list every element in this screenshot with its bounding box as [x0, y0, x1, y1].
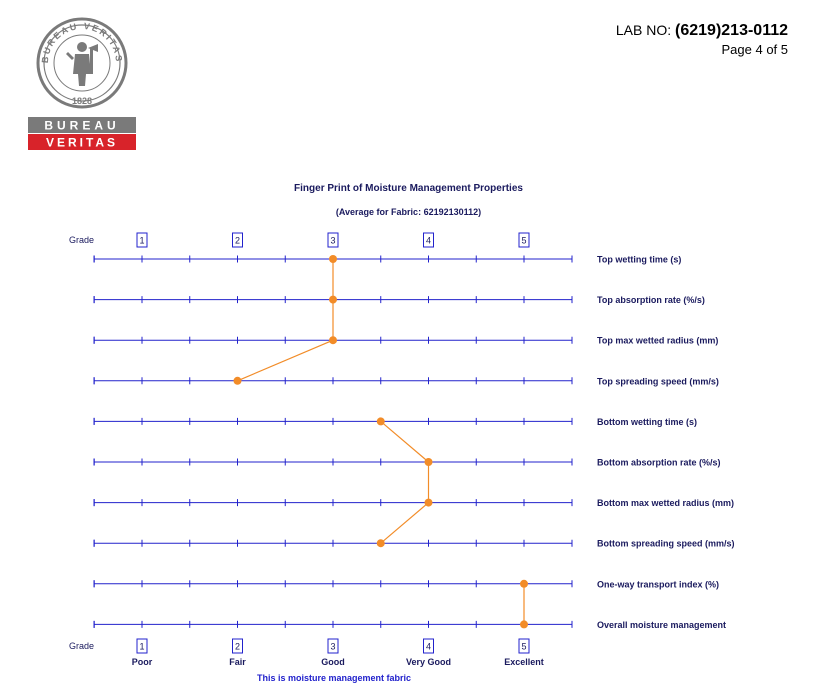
connector-line	[381, 503, 429, 544]
data-point	[329, 336, 337, 344]
data-point	[520, 620, 528, 628]
grade-label-bottom: Grade	[69, 641, 95, 651]
row-label: One-way transport index (%)	[597, 579, 720, 590]
grade-number-top-2: 2	[234, 235, 241, 246]
data-point	[234, 377, 242, 385]
grade-number-top-1: 1	[139, 235, 145, 246]
data-point	[377, 417, 385, 425]
grade-number-bottom-1: 1	[139, 641, 145, 652]
row-label: Overall moisture management	[597, 619, 727, 630]
logo-word-bottom: VERITAS	[45, 135, 119, 150]
row-label: Top spreading speed (mm/s)	[597, 376, 719, 387]
grade-number-top-3: 3	[330, 235, 336, 246]
grade-word-1: Poor	[131, 657, 153, 667]
grade-word-3: Good	[321, 657, 345, 667]
row-label: Top absorption rate (%/s)	[597, 295, 705, 306]
data-point	[520, 580, 528, 588]
connector-line	[238, 340, 334, 381]
page-number: Page 4 of 5	[721, 42, 788, 57]
data-point	[329, 255, 337, 263]
grade-number-bottom-4: 4	[425, 641, 432, 652]
chart-title: Finger Print of Moisture Management Properties	[294, 183, 523, 194]
grade-word-5: Excellent	[504, 657, 544, 667]
grade-word-2: Fair	[229, 657, 246, 667]
row-label: Top max wetted radius (mm)	[597, 335, 719, 346]
grade-number-bottom-2: 2	[234, 641, 241, 652]
logo-year: 1828	[71, 96, 93, 106]
data-point	[329, 296, 337, 304]
lab-number-label: LAB NO:	[615, 22, 672, 38]
grade-number-bottom-5: 5	[521, 641, 527, 652]
data-point	[425, 499, 433, 507]
chart-subtitle: (Average for Fabric: 62192130112)	[335, 207, 482, 217]
grade-label-top: Grade	[69, 235, 95, 245]
row-label: Bottom wetting time (s)	[597, 416, 697, 427]
row-label: Bottom absorption rate (%/s)	[597, 457, 721, 468]
grade-number-bottom-3: 3	[330, 641, 336, 652]
row-label: Bottom max wetted radius (mm)	[597, 498, 735, 509]
row-label: Bottom spreading speed (mm/s)	[597, 538, 735, 549]
data-point	[425, 458, 433, 466]
data-point	[377, 539, 385, 547]
grade-number-top-5: 5	[521, 235, 527, 246]
row-label: Top wetting time (s)	[597, 254, 682, 265]
connector-line	[381, 421, 429, 462]
logo-word-top: BUREAU	[44, 118, 120, 133]
lab-number-value: (6219)213-0112	[675, 22, 788, 39]
grade-word-4: Very Good	[405, 657, 452, 667]
logo-ring-text: BUREAU VERITAS	[39, 20, 125, 64]
grade-number-top-4: 4	[425, 235, 432, 246]
footer-note: This is moisture management fabric	[256, 673, 412, 683]
